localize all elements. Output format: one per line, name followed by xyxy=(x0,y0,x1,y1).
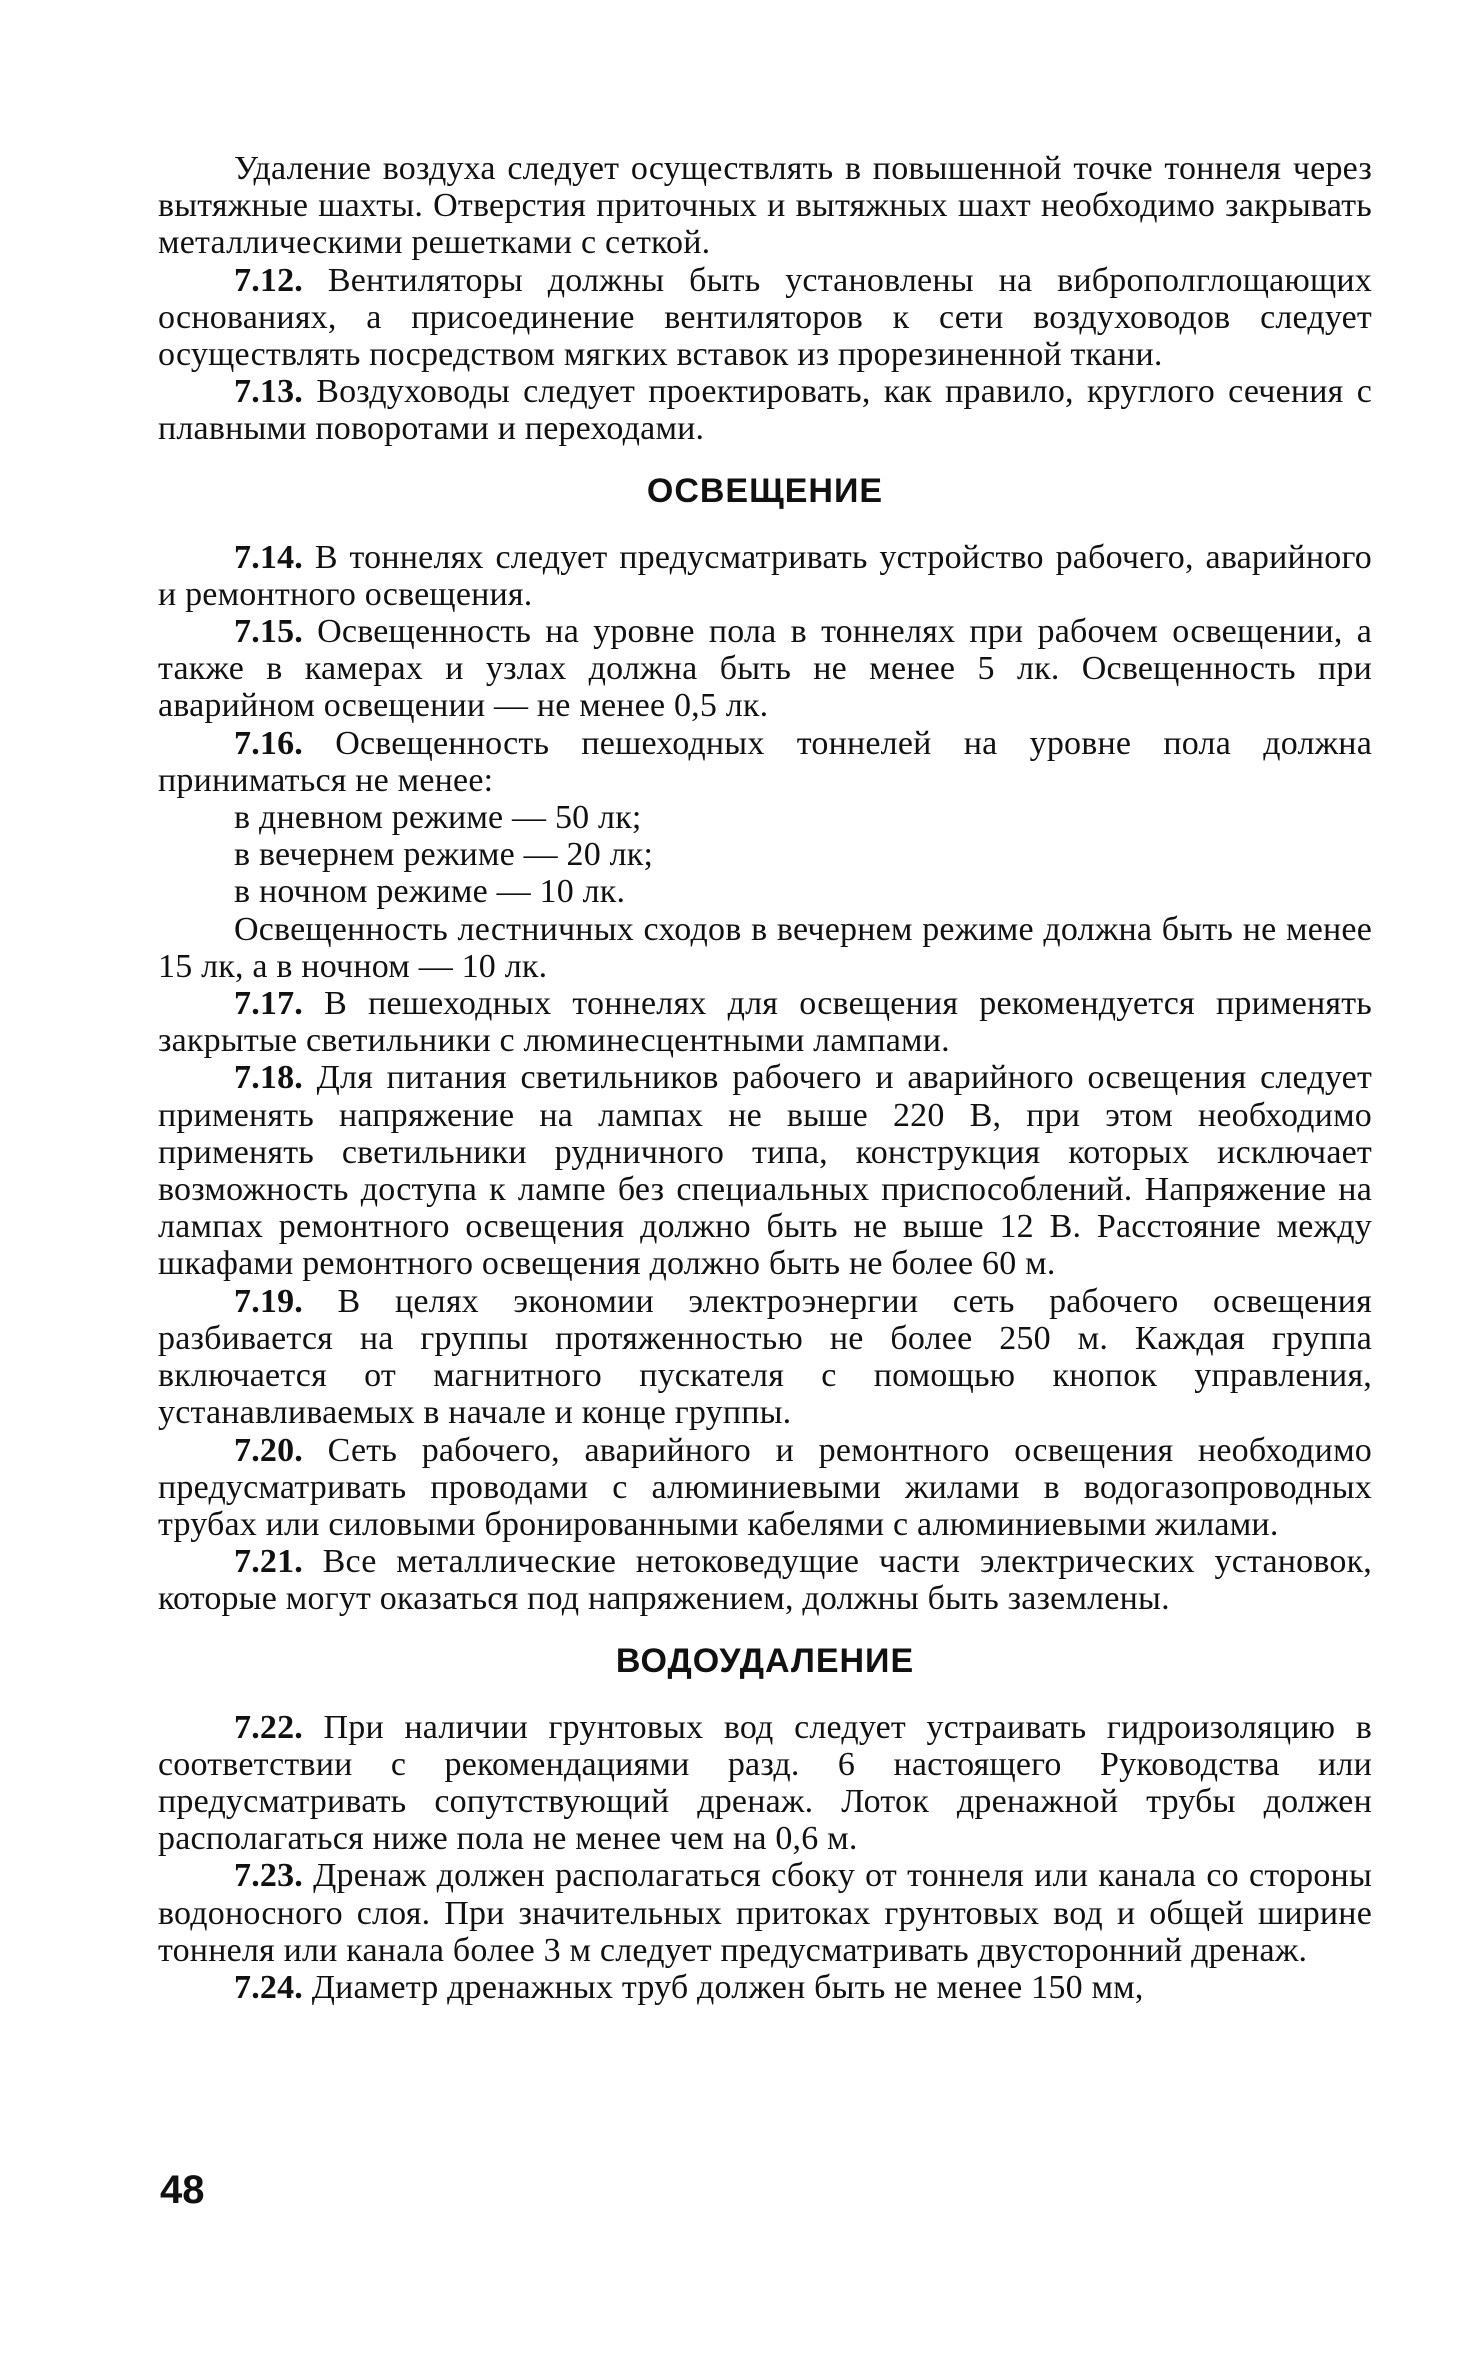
paragraph-number: 7.13. xyxy=(234,373,303,411)
paragraph-number: 7.16. xyxy=(234,724,303,762)
paragraph-number: 7.23. xyxy=(234,1857,303,1895)
paragraph-text: Все металлические нетоковедущие части электрических установок, которые могут оказаться под напряжением, должны быть заземлены. xyxy=(158,1543,1372,1618)
paragraph-number: 7.22. xyxy=(234,1708,303,1746)
paragraph-intro xyxy=(158,150,1372,262)
paragraph-number: 7.12. xyxy=(234,261,303,299)
paragraph-text: Диаметр дренажных труб должен быть не менее 150 мм, xyxy=(303,1968,1144,2006)
paragraph-7-13 xyxy=(158,373,1372,447)
list-item: в вечернем режиме — 20 лк; xyxy=(234,836,654,874)
paragraph-number: 7.14. xyxy=(234,538,303,576)
document-page xyxy=(158,150,1372,2006)
section-heading-drainage: ВОДОУДАЛЕНИЕ xyxy=(615,1641,915,1680)
paragraph-number: 7.18. xyxy=(234,1059,303,1097)
paragraph-7-24 xyxy=(158,1969,1372,2006)
paragraph-text: При наличии грунтовых вод следует устраивать гидроизоляцию в соответствии с рекомендациями разд. 6 настоящего Руководства или предусматривать сопутствующий дренаж. Лоток дренажной трубы должен располагаться ниже пола не менее чем на 0,6 м. xyxy=(158,1708,1372,1858)
list-item: в дневном режиме — 50 лк; xyxy=(234,799,642,837)
paragraph-text: Воздуховоды следует проектировать, как правило, круглого сечения с плавными поворотами и переходами. xyxy=(158,373,1372,448)
page-number: 48 xyxy=(160,2168,205,2212)
paragraph-number: 7.17. xyxy=(234,985,303,1023)
paragraph-text: В целях экономии электроэнергии сеть рабочего освещения разбивается на группы протяженностью не более 250 м. Каждая группа включается от магнитного пускателя с помощью кнопок управления, устанавливаемых в начале и конце группы. xyxy=(158,1282,1372,1432)
paragraph-text: Удаление воздуха следует осуществлять в повышенной точке тоннеля через вытяжные шахты. Отверстия приточных и вытяжных шахт необходимо закрывать металлическими решетками с сеткой. xyxy=(158,150,1372,262)
paragraph-text: Дренаж должен располагаться сбоку от тоннеля или канала со стороны водоносного слоя. При значительных притоках грунтовых вод и общей ширине тоннеля или канала более 3 м следует предусматривать двусторонний дренаж. xyxy=(158,1857,1372,1969)
paragraph-7-16 xyxy=(158,725,1372,799)
paragraph-7-20 xyxy=(158,1432,1372,1544)
paragraph-7-22 xyxy=(158,1709,1372,1858)
paragraph-text: В пешеходных тоннелях для освещения рекомендуется применять закрытые светильники с люминесцентными лампами. xyxy=(158,985,1372,1060)
paragraph-text: В тоннелях следует предусматривать устройство рабочего, аварийного и ремонтного освещения. xyxy=(158,538,1372,613)
paragraph-text: Вентиляторы должны быть установлены на виброполглощающих основаниях, а присоединение вентиляторов к сети воздуховодов следует осуществлять посредством мягких вставок из прорезиненной ткани. xyxy=(158,261,1372,374)
paragraph-7-19 xyxy=(158,1283,1372,1432)
paragraph-number: 7.24. xyxy=(234,1968,303,2006)
paragraph-text: Освещенность лестничных сходов в вечернем режиме должна быть не менее 15 лк, а в ночном — 10 лк. xyxy=(158,910,1372,985)
paragraph-7-16-continued xyxy=(158,911,1372,985)
paragraph-7-12 xyxy=(158,262,1372,374)
paragraph-number: 7.15. xyxy=(234,613,303,651)
paragraph-number: 7.20. xyxy=(234,1431,303,1469)
paragraph-text: Сеть рабочего, аварийного и ремонтного освещения необходимо предусматривать проводами с алюминиевыми жилами в водогазопроводных трубах или силовыми бронированными кабелями с алюминиевыми жилами. xyxy=(158,1431,1372,1543)
paragraph-7-21 xyxy=(158,1543,1372,1617)
paragraph-7-23 xyxy=(158,1857,1372,1969)
paragraph-7-15 xyxy=(158,613,1372,725)
paragraph-text: Освещенность пешеходных тоннелей на уровне пола должна приниматься не менее: xyxy=(158,724,1372,799)
paragraph-number: 7.19. xyxy=(234,1282,303,1320)
paragraph-text: Освещенность на уровне пола в тоннелях при рабочем освещении, а также в камерах и узлах должна быть не менее 5 лк. Освещенность при аварийном освещении — не менее 0,5 лк. xyxy=(158,613,1372,725)
paragraph-7-14 xyxy=(158,539,1372,613)
paragraph-7-18 xyxy=(158,1059,1372,1282)
paragraph-text: Для питания светильников рабочего и аварийного освещения следует применять напряжение на лампах не выше 220 В, при этом необходимо применять светильники рудничного типа, конструкция которых исключает возможность доступа к лампе без специальных приспособлений. Напряжение на лампах ремонтного освещения должно быть не выше 12 В. Расстояние между шкафами ремонтного освещения должно быть не более 60 м. xyxy=(158,1059,1372,1283)
section-heading-lighting: ОСВЕЩЕНИЕ xyxy=(646,471,884,510)
paragraph-number: 7.21. xyxy=(234,1543,303,1581)
list-item: в ночном режиме — 10 лк. xyxy=(234,873,626,911)
paragraph-7-17 xyxy=(158,985,1372,1059)
